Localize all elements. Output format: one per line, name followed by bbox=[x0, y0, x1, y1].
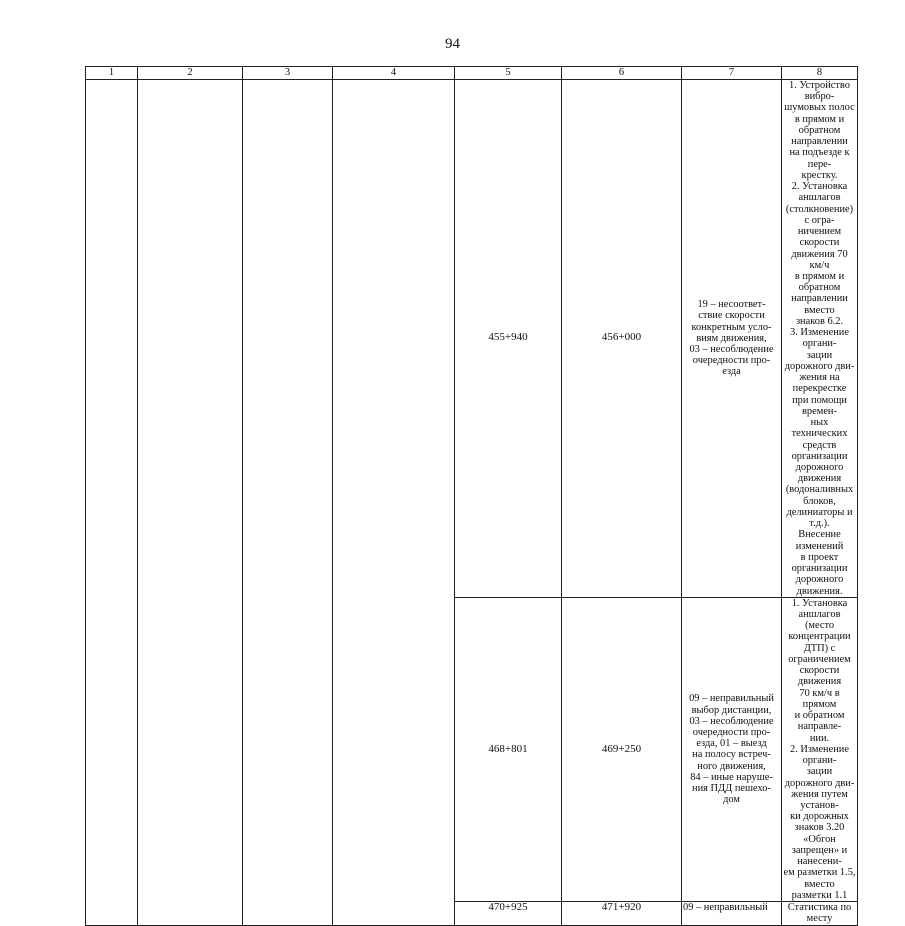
km-start-cell: 468+801 bbox=[455, 597, 562, 901]
empty-cell-col3 bbox=[243, 80, 333, 926]
table-row bbox=[86, 80, 858, 598]
accident-cause-cell: 09 – неправильный выбор дистанции, 03 – несоблюдение очередности про- езда, 01 – выезд на полосу встреч- ного движения, 84 – иные наруше- ния ПДД пешехо- дом bbox=[682, 597, 782, 901]
column-header: 5 bbox=[455, 67, 562, 80]
column-header: 7 bbox=[682, 67, 782, 80]
km-end-cell: 456+000 bbox=[562, 80, 682, 598]
measures-cell: Статистика по месту bbox=[782, 902, 858, 925]
km-start-cell: 455+940 bbox=[455, 80, 562, 598]
column-header: 8 bbox=[782, 67, 858, 80]
column-header: 3 bbox=[243, 67, 333, 80]
km-end-cell: 471+920 bbox=[562, 902, 682, 925]
column-header: 4 bbox=[333, 67, 455, 80]
measures-cell: 1. Установка аншлагов (место концентрации ДТП) с ограничением скорости движения 70 км/ч в прямом и обратном направле- нии. 2. Изменение органи- зации дорожного дви- жения путем установ- ки дорожных знаков 3.20 «Обгон запрещен» и нанесени- ем разметки 1.5, вместо разметки 1.1 bbox=[783, 597, 856, 901]
km-start-cell: 470+925 bbox=[455, 902, 562, 925]
column-header: 2 bbox=[138, 67, 243, 80]
empty-cell-col1 bbox=[86, 80, 138, 926]
accident-cause-cell: 09 – неправильный bbox=[682, 902, 782, 925]
km-end-cell: 469+250 bbox=[562, 597, 682, 901]
measures-cell: 1. Устройство вибро- шумовых полос в прямом и обратном направлении на подъезде к пере- крестку. 2. Установка аншлагов (столкновение) с огра- ничением скорости движения 70 км/ч в прямом и обратном направлении вместо знаков 6.2. 3. Изменение органи- зации дорожного дви- жения на перекрестке при помощи времен- ных технических средств организации дорожного движения (водоналивных блоков, делиниаторы и т.д.). Внесение изменений в проект организации дорожного движения. bbox=[782, 80, 858, 598]
column-header: 6 bbox=[562, 67, 682, 80]
empty-cell-col4 bbox=[333, 80, 455, 926]
page-number: 94 bbox=[445, 36, 460, 52]
empty-cell-col2 bbox=[138, 80, 243, 926]
data-table bbox=[85, 66, 858, 926]
column-header: 1 bbox=[86, 67, 138, 80]
header-row bbox=[86, 67, 858, 80]
accident-cause-cell: 19 – несоответ- ствие скорости конкретным усло- виям движения, 03 – несоблюдение очередности про- езда bbox=[682, 80, 782, 598]
